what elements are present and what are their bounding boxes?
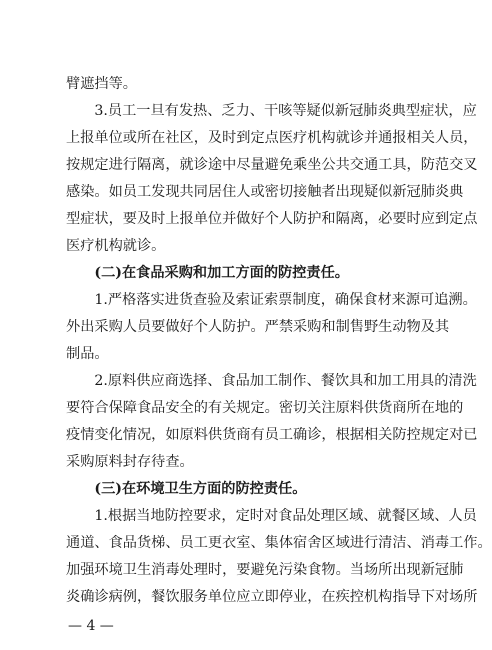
text-line: 按规定进行隔离，就诊途中尽量避免乘坐公共交通工具，防范交叉 (66, 157, 478, 173)
text-line: 1.根据当地防控要求，定时对食品处理区域、就餐区域、人员 (66, 508, 477, 524)
text-line: 上报单位或所在社区，及时到定点医疗机构就诊并通报相关人员， (66, 130, 478, 146)
text-line: 臂遮挡等。 (66, 76, 137, 92)
text-line: 医疗机构就诊。 (66, 238, 166, 254)
text-line: 3.员工一旦有发热、乏力、干咳等疑似新冠肺炎典型症状，应 (66, 103, 477, 119)
section-heading: (二)在食品采购和加工方面的防控责任。 (66, 265, 349, 281)
text-line: 炎确诊病例，餐饮服务单位应立即停业，在疾控机构指导下对场所 (66, 589, 478, 605)
text-line: 2.原料供应商选择、食品加工制作、餐饮具和加工用具的清洗 (66, 373, 477, 389)
text-line: 要符合保障食品安全的有关规定。密切关注原料供货商所在地的 (66, 400, 464, 416)
text-line: 感染。如员工发现共同居住人或密切接触者出现疑似新冠肺炎典 (66, 184, 464, 200)
text-line: 疫情变化情况，如原料供货商有员工确诊，根据相关防控规定对已 (66, 427, 478, 443)
page-number: — 4 — (68, 618, 114, 634)
text-line: 加强环境卫生消毒处理时，要避免污染食物。当场所出现新冠肺 (66, 562, 464, 578)
text-line: 采购原料封存待查。 (66, 454, 194, 470)
text-line: 型症状，要及时上报单位并做好个人防护和隔离，必要时应到定点 (66, 211, 478, 227)
text-line: 1.严格落实进货查验及索证索票制度，确保食材来源可追溯。 (66, 292, 477, 308)
section-heading: (三)在环境卫生方面的防控责任。 (66, 481, 307, 497)
text-line: 制品。 (66, 346, 109, 362)
text-line: 外出采购人员要做好个人防护。严禁采购和制售野生动物及其 (66, 319, 450, 335)
text-line: 通道、食品货梯、员工更衣室、集体宿舍区域进行清洁、消毒工作。 (66, 535, 492, 551)
